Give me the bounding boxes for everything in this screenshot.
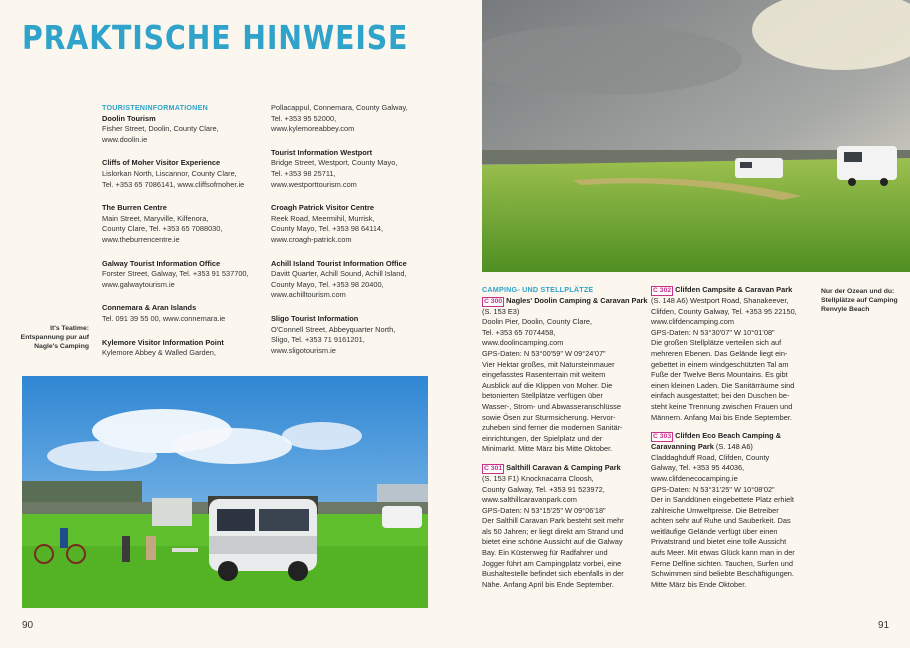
camping-entry-title bbox=[651, 431, 819, 453]
camping-code-badge: C 302 bbox=[653, 287, 672, 294]
camping-entry-line: zuheben sind ferner die modernen Sanitär- bbox=[482, 423, 623, 433]
info-entry bbox=[102, 303, 270, 324]
info-entry bbox=[102, 338, 270, 359]
info-entry-line: Tel. +353 98 25711, bbox=[271, 168, 336, 178]
camping-column-2 bbox=[651, 285, 819, 598]
camping-entry bbox=[482, 296, 650, 455]
info-entry bbox=[102, 259, 270, 291]
info-entry bbox=[271, 148, 439, 190]
camping-entry-line: einrichtungen, der Spielplatz und der bbox=[482, 433, 603, 443]
camping-entry-line: als 50 Jahren; er liegt direkt am Strand und bbox=[482, 526, 624, 536]
camping-code-badge: C 303 bbox=[653, 433, 672, 441]
camping-code-badge: C 301 bbox=[484, 464, 503, 472]
tourist-info-list-1 bbox=[102, 114, 270, 359]
camping-entry-name: Salthill Caravan & Camping Park bbox=[506, 462, 621, 472]
camping-entry-line: Jogger führt am Campingplatz vorbei, eine bbox=[482, 558, 622, 568]
info-entry-line: www.sligotourism.ie bbox=[271, 345, 336, 355]
camping-entry-line: zahlreiche Umweltpreise. Die Betreiber bbox=[651, 505, 779, 515]
info-entry-line: Tel. +353 65 7086141, www.cliffsofmoher.ie bbox=[102, 179, 245, 189]
camping-entry-line: (S. 153 F1) Knocknacarra Cloosh, bbox=[482, 473, 594, 483]
camping-entry-line: Mitte März bis Ende Oktober. bbox=[651, 579, 747, 589]
camping-entry bbox=[651, 285, 819, 423]
tourist-info-column-2 bbox=[271, 103, 439, 369]
camping-entry-line: Schwimmen sind beliebte Beschäftigungen. bbox=[651, 569, 794, 579]
info-entry-name: The Burren Centre bbox=[102, 203, 167, 213]
camping-entry-line: einen kleinen Laden. Die Sanitärräume sind bbox=[651, 380, 795, 390]
camping-entry-line: Ferne Delfine sichten. Tauchen, Surfen und bbox=[651, 558, 794, 568]
info-entry-line: www.doolin.ie bbox=[102, 134, 148, 144]
camping-entry-line: Tel. +353 65 7074458, bbox=[482, 327, 556, 337]
camping-entry-ref: (S. 148 A6) bbox=[715, 442, 753, 452]
camping-entry-line: Vier Hektar großes, mit Natursteinmauer bbox=[482, 359, 615, 369]
info-entry-name: Tourist Information Westport bbox=[271, 147, 373, 157]
info-entry bbox=[271, 314, 439, 356]
info-entry-line: Pollacappul, Connemara, County Galway, bbox=[271, 103, 408, 112]
camping-entry-line: GPS-Daten: N 53°15'25" W 09°06'18" bbox=[482, 505, 606, 515]
camping-entry-line: Die großen Stellplätze verteilen sich auf bbox=[651, 338, 782, 348]
camping-entry bbox=[651, 431, 819, 590]
right-page bbox=[455, 0, 910, 648]
camping-entry-line: Fuße der Twelve Bens Mountains. Es gibt bbox=[651, 370, 788, 380]
camping-entry-line: mehreren Ebenen. Das Gelände liegt ein- bbox=[651, 348, 788, 358]
camping-entry-line: Männern. Anfang Mai bis Ende September. bbox=[651, 412, 792, 422]
info-entry bbox=[102, 114, 270, 146]
camping-list-1 bbox=[482, 296, 650, 591]
camping-entry-name: Nagles' Doolin Camping & Caravan Park bbox=[506, 295, 648, 305]
info-entry-line: Fisher Street, Doolin, County Clare, bbox=[102, 124, 219, 134]
info-entry bbox=[271, 103, 439, 135]
camping-entry-line: Bay. Ein Küstenweg für Radfahrer und bbox=[482, 548, 608, 558]
info-entry-line: County Mayo, Tel. +353 98 20400, bbox=[271, 279, 384, 289]
page-number-right: 91 bbox=[878, 620, 890, 631]
camping-entry-line: Claddaghduff Road, Clifden, County bbox=[651, 452, 770, 462]
camping-entry-line: Nähe. Anfang April bis Ende September. bbox=[482, 579, 614, 589]
info-entry-line: O'Connell Street, Abbeyquarter North, bbox=[271, 324, 396, 334]
info-entry-name: Sligo Tourist Information bbox=[271, 313, 359, 323]
camping-photo-renvyle-beach bbox=[482, 0, 910, 272]
info-entry-name: Doolin Tourism bbox=[102, 113, 156, 123]
camping-entry-line: Doolin Pier, Doolin, County Clare, bbox=[482, 317, 593, 327]
camping-entry-title bbox=[482, 296, 650, 318]
info-entry-line: County Mayo, Tel. +353 98 64114, bbox=[271, 224, 384, 234]
camping-entry-line: Bushaltestelle befindet sich ebenfalls in der bbox=[482, 569, 624, 579]
photo-caption-right: Nur der Ozean und du: Stellplätze auf Camping Renvyle Beach bbox=[821, 288, 898, 314]
camping-entry-line: Der Salthill Caravan Park besteht seit mehr bbox=[482, 516, 624, 526]
info-entry-line: www.theburrencentre.ie bbox=[102, 234, 180, 244]
camping-entry-line: einfach ausgestattet; bei den Duschen be- bbox=[651, 391, 790, 401]
info-entry bbox=[102, 203, 270, 245]
camping-photo-illustration bbox=[22, 376, 428, 608]
info-entry-name: Croagh Patrick Visitor Centre bbox=[271, 203, 374, 213]
camping-code-badge: C 300 bbox=[484, 297, 503, 305]
camping-entry-line: Minimarkt. Mitte März bis Mitte Oktober. bbox=[482, 444, 613, 454]
tourist-info-column-1 bbox=[102, 103, 270, 372]
camping-photo-teatime bbox=[22, 376, 428, 608]
camping-entry-line: www.doolincamping.com bbox=[482, 338, 564, 348]
camping-entry-line: sowie Ösen zur Sturmsicherung. Hervor- bbox=[482, 412, 616, 422]
info-entry-line: Forster Street, Galway, Tel. +353 91 537700, bbox=[102, 269, 249, 279]
info-entry-name: Connemara & Aran Islands bbox=[102, 303, 197, 313]
camping-entry-line: weitläufige Gelände verfügt über einen bbox=[651, 526, 778, 536]
info-entry bbox=[271, 259, 439, 301]
camping-entry-name: Clifden Eco Beach Camping & Caravanning Park bbox=[651, 431, 782, 452]
camping-entry-line: steht keine Trennung zwischen Frauen und bbox=[651, 401, 793, 411]
camping-entry-ref: (S. 153 E3) bbox=[482, 306, 520, 316]
info-entry-name: Kylemore Visitor Information Point bbox=[102, 337, 224, 347]
camping-entry-line: eingefasstes Rasenterrain mit weitem bbox=[482, 370, 606, 380]
camping-entry-name: Clifden Campsite & Caravan Park bbox=[675, 285, 793, 294]
camping-entry-line: gebettet in einem windgeschützten Tal am bbox=[651, 359, 789, 369]
info-entry-name: Achill Island Tourist Information Office bbox=[271, 258, 407, 268]
info-entry bbox=[271, 203, 439, 245]
camping-entry-title bbox=[651, 285, 819, 296]
camping-entry-line: www.clifdencamping.com bbox=[651, 317, 734, 327]
camping-entry-line: Privatstrand und bietet eine tolle Aussicht bbox=[651, 537, 787, 547]
page-headline: PRAKTISCHE HINWEISE bbox=[22, 18, 409, 57]
camping-list-2 bbox=[651, 285, 819, 590]
tourist-info-list-2 bbox=[271, 103, 439, 356]
camping-entry-line: www.salthillcaravanpark.com bbox=[482, 495, 577, 505]
beach-photo-illustration bbox=[482, 0, 910, 272]
info-entry-line: www.croagh-patrick.com bbox=[271, 234, 352, 244]
info-entry-line: Main Street, Maryville, Kilfenora, bbox=[102, 213, 209, 223]
camping-entry-line: bietet eine schöne Aussicht auf die Galway bbox=[482, 537, 623, 547]
page-number-left: 90 bbox=[22, 620, 34, 631]
info-entry-line: www.achilltourism.com bbox=[271, 290, 346, 300]
info-entry-line: www.kylemoreabbey.com bbox=[271, 124, 355, 134]
info-entry-line: County Clare, Tel. +353 65 7088030, bbox=[102, 224, 223, 234]
info-entry-line: www.galwaytourism.ie bbox=[102, 279, 175, 289]
info-entry-line: Kylemore Abbey & Walled Garden, bbox=[102, 348, 216, 358]
info-entry-name: Cliffs of Moher Visitor Experience bbox=[102, 158, 221, 168]
section-heading-tourist-info: TOURISTENINFORMATIONEN bbox=[102, 103, 208, 112]
camping-entry-line: achten sehr auf Ruhe und Sauberkeit. Das bbox=[651, 516, 791, 526]
photo-caption-left: It's Teatime: Entspannung pur auf Nagle's Camping bbox=[20, 325, 89, 351]
camping-entry-line: www.clifdenecocamping.ie bbox=[651, 473, 738, 483]
camping-column-1 bbox=[482, 285, 650, 598]
camping-entry-line: Ausblick auf die Klippen von Moher. Die bbox=[482, 380, 613, 390]
camping-entry-line: GPS-Daten: N 53°31'25" W 10°08'02" bbox=[651, 484, 775, 494]
camping-entry bbox=[482, 463, 650, 591]
camping-entry-line: Der in Sanddünen eingebettete Platz erhielt bbox=[651, 495, 794, 505]
info-entry-line: Reek Road, Meermihil, Murrisk, bbox=[271, 213, 375, 223]
info-entry-line: www.westporttourism.com bbox=[271, 179, 357, 189]
info-entry bbox=[102, 158, 270, 190]
info-entry-line: Sligo, Tel. +353 71 9161201, bbox=[271, 335, 365, 345]
camping-entry-line: Galway, Tel. +353 95 44036, bbox=[651, 463, 745, 473]
camping-entry-line: GPS-Daten: N 53°00'59" W 09°24'07" bbox=[482, 348, 606, 358]
camping-entry-line: (S. 148 A6) Westport Road, Shanakeever, bbox=[651, 296, 789, 305]
camping-entry-line: aufs Meer. Mit etwas Glück kann man in der bbox=[651, 548, 795, 558]
info-entry-line: Tel. 091 39 55 00, www.connemara.ie bbox=[102, 313, 226, 323]
info-entry-line: Davitt Quarter, Achill Sound, Achill Island, bbox=[271, 269, 407, 279]
camping-entry-line: Clifden, County Galway, Tel. +353 95 22150, bbox=[651, 306, 797, 316]
camping-entry-line: Wasser-, Strom- und Abwasseranschlüsse bbox=[482, 401, 621, 411]
info-entry-line: Lislorkan North, Liscannor, County Clare, bbox=[102, 168, 237, 178]
info-entry-name: Galway Tourist Information Office bbox=[102, 258, 221, 268]
section-heading-camping: CAMPING- UND STELLPLÄTZE bbox=[482, 285, 594, 294]
camping-entry-line: betonierten Stellplätze verfügen über bbox=[482, 391, 603, 401]
camping-entry-line: County Galway, Tel. +353 91 523972, bbox=[482, 484, 605, 494]
info-entry-line: Bridge Street, Westport, County Mayo, bbox=[271, 158, 398, 168]
info-entry-line: Tel. +353 95 52000, bbox=[271, 113, 337, 123]
camping-entry-line: GPS-Daten: N 53°30'07" W 10°01'08" bbox=[651, 327, 775, 337]
camping-entry-title bbox=[482, 463, 650, 474]
